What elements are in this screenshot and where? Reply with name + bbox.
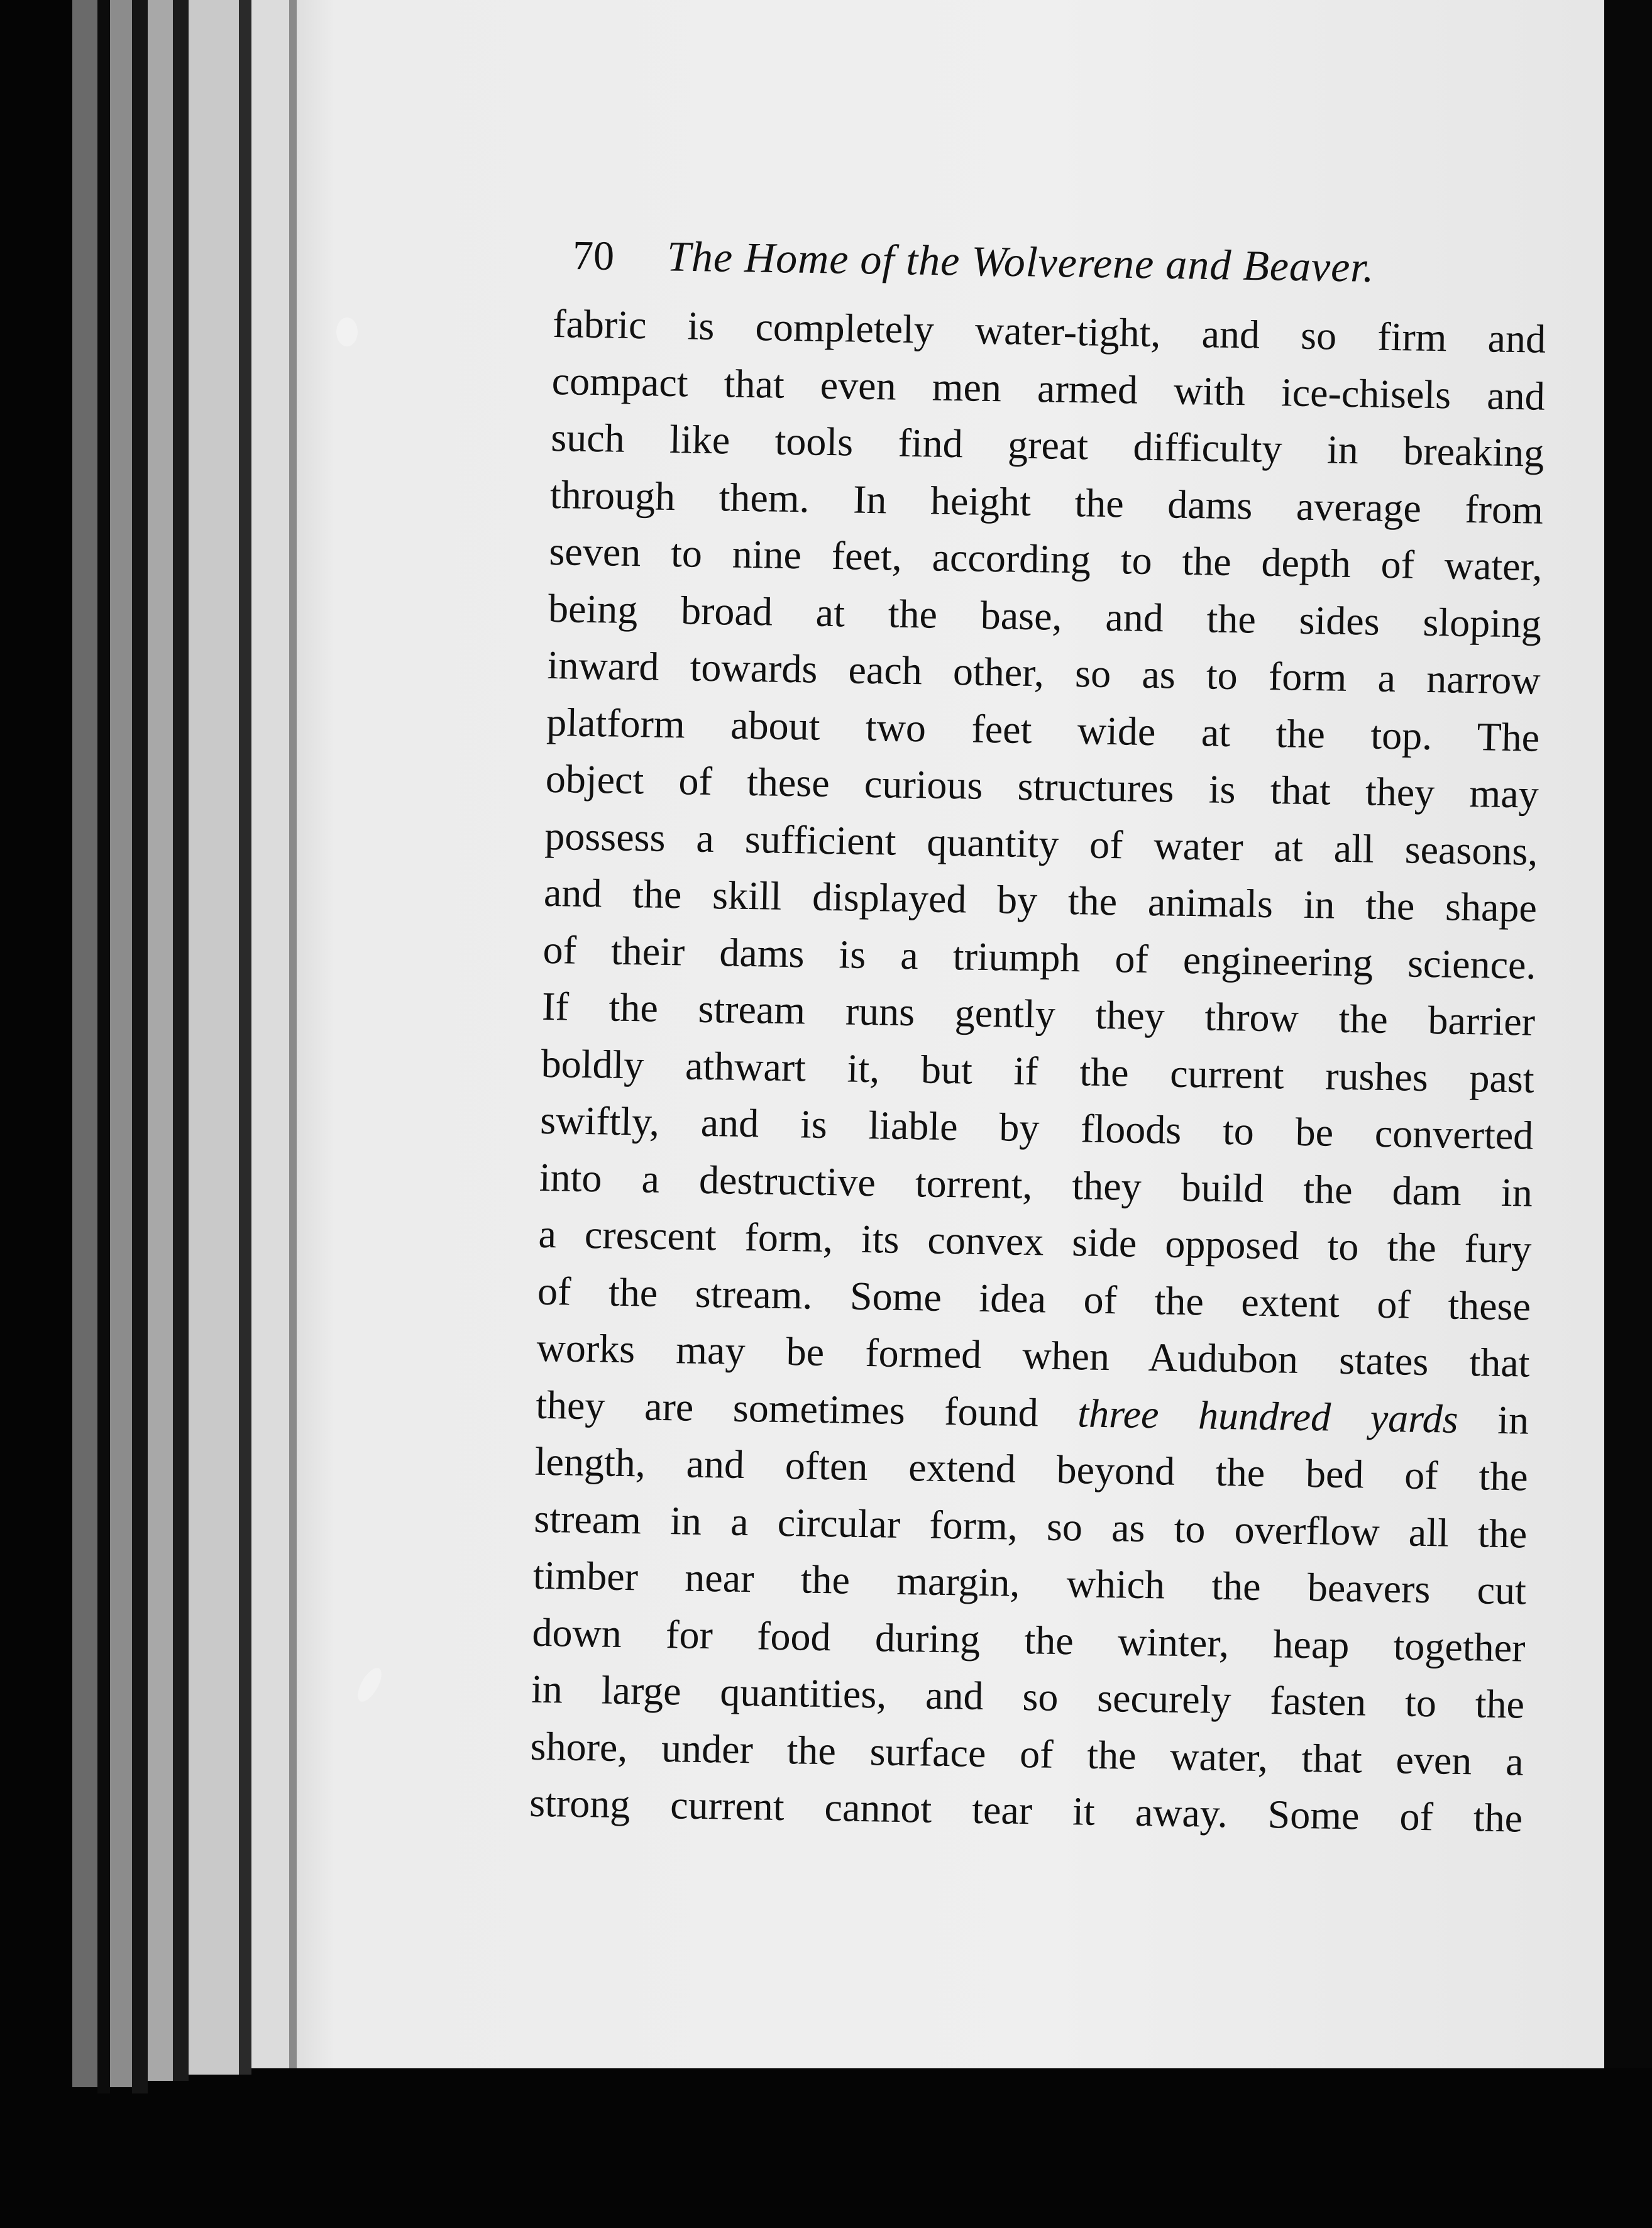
text-run: they are sometimes found bbox=[535, 1382, 1078, 1435]
text-line: timber near the margin, which the beavers cut bbox=[532, 1552, 1527, 1613]
body-text bbox=[529, 295, 1546, 1847]
scan-speck bbox=[336, 317, 358, 346]
text-line: swiftly, and is liable by floods to be converted bbox=[539, 1097, 1534, 1158]
text-line: being broad at the base, and the sides sloping bbox=[548, 585, 1542, 646]
scan-right-edge bbox=[1604, 0, 1652, 2228]
text-line: compact that even men armed with ice-chisels and bbox=[551, 358, 1546, 419]
text-line: strong current cannot tear it away. Some of the bbox=[529, 1780, 1523, 1841]
text-line: such like tools find great difficulty in breaking bbox=[550, 414, 1545, 475]
text-line: shore, under the surface of the water, that even a bbox=[530, 1723, 1524, 1784]
page-number: 70 bbox=[572, 232, 615, 280]
text-line: inward towards each other, so as to form a narrow bbox=[547, 642, 1541, 703]
text-run: in bbox=[1458, 1396, 1529, 1443]
page-edge bbox=[110, 0, 132, 2087]
text-line: fabric is completely water-tight, and so firm and bbox=[552, 301, 1546, 361]
text-line: works may be formed when Audubon states that bbox=[536, 1325, 1531, 1386]
text-line: possess a sufficient quantity of water at all seasons, bbox=[544, 813, 1538, 874]
text-line: down for food during the winter, heap together bbox=[532, 1609, 1526, 1670]
text-line: into a destructive torrent, they build the dam in bbox=[539, 1154, 1533, 1215]
running-head bbox=[572, 220, 1453, 303]
text-line: of their dams is a triumph of engineering science. bbox=[542, 927, 1537, 988]
text-line: object of these curious structures is that they may bbox=[545, 756, 1539, 817]
page-edge bbox=[97, 0, 110, 2093]
text-line: length, and often extend beyond the bed of the bbox=[534, 1438, 1529, 1499]
page-edge bbox=[239, 0, 251, 2075]
text-line: platform about two feet wide at the top. The bbox=[546, 699, 1540, 760]
text-line: through them. In height the dams average from bbox=[549, 472, 1544, 532]
page-edge bbox=[72, 0, 97, 2087]
text-line: of the stream. Some idea of the extent of these bbox=[537, 1268, 1531, 1329]
page-edge bbox=[173, 0, 189, 2081]
text-line: and the skill displayed by the animals in the shape bbox=[543, 869, 1538, 930]
text-line: a crescent form, its convex side opposed to the fury bbox=[537, 1211, 1532, 1272]
page-edge bbox=[189, 0, 239, 2075]
scan-bottom-edge bbox=[251, 2068, 1652, 2228]
text-line: stream in a circular form, so as to overflow all the bbox=[533, 1496, 1528, 1557]
page-edge bbox=[132, 0, 148, 2093]
italic-phrase: three hundred yards bbox=[1077, 1390, 1459, 1442]
text-line: boldly athwart it, but if the current rushes past bbox=[541, 1040, 1535, 1101]
text-line: seven to nine feet, according to the depth of water, bbox=[549, 528, 1543, 589]
text-line: in large quantities, and so securely fasten to the bbox=[531, 1666, 1525, 1727]
page-edge bbox=[251, 0, 289, 2068]
page-edge bbox=[148, 0, 173, 2081]
text-line: If the stream runs gently they throw the barrier bbox=[541, 983, 1536, 1044]
running-title: The Home of the Wolverene and Beaver. bbox=[666, 232, 1375, 292]
page-edge bbox=[289, 0, 297, 2068]
